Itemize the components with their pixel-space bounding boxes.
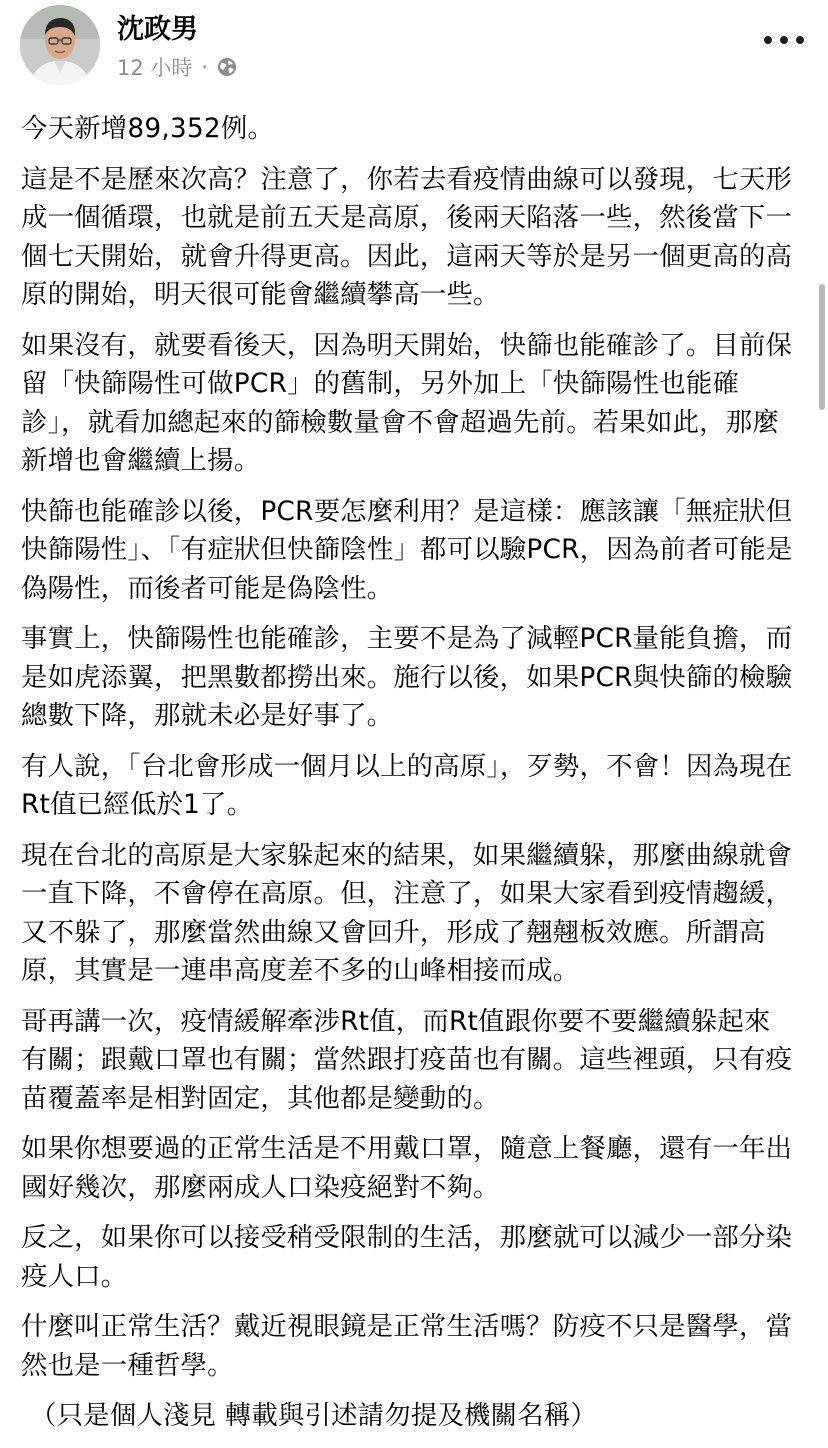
post-paragraph: 如果沒有，就要看後天，因為明天開始，快篩也能確診了。目前保留「快篩陽性可做PCR」的舊制，另外加上「快篩陽性也能確診」，就看加總起來的篩檢數量會不會超過先前。若果如此，那麼新增也會繼續上揚。 — [21, 329, 793, 476]
more-horizontal-icon — [764, 36, 772, 44]
post-paragraph: 現在台北的高原是大家躲起來的結果，如果繼續躲，那麼曲線就會一直下降，不會停在高原。但，注意了，如果大家看到疫情趨緩，又不躲了，那麼當然曲線又會回升，形成了翹翹板效應。所謂高原，其實是一連串高度差不多的山峰相接而成。 — [21, 839, 793, 986]
post-header — [0, 0, 828, 100]
post-paragraph: 這是不是歷來次高？注意了，你若去看疫情曲線可以發現，七天形成一個循環，也就是前五天是高原，後兩天陷落一些，然後當下一個七天開始，就會升得更高。因此，這兩天等於是另一個更高的高原的開始，明天很可能會繼續攀高一些。 — [21, 163, 793, 310]
post-meta — [117, 52, 237, 82]
more-dot — [796, 36, 804, 44]
more-options-button[interactable] — [764, 26, 804, 54]
scrollbar[interactable] — [819, 284, 825, 410]
meta-separator: · — [201, 55, 209, 79]
avatar-photo — [20, 5, 100, 85]
post-paragraph: 事實上，快篩陽性也能確診，主要不是為了減輕PCR量能負擔，而是如虎添翼，把黑數都撈出來。施行以後，如果PCR與快篩的檢驗總數下降，那就未必是好事了。 — [21, 623, 793, 731]
post-paragraph: 如果你想要過的正常生活是不用戴口罩，隨意上餐廳，還有一年出國好幾次，那麼兩成人口染疫絕對不夠。 — [21, 1133, 793, 1203]
post-paragraph: 快篩也能確診以後，PCR要怎麼利用？是這樣：應該讓「無症狀但快篩陽性」、「有症狀但快篩陰性」都可以驗PCR，因為前者可能是偽陽性，而後者可能是偽陰性。 — [21, 495, 793, 604]
post-paragraph: 有人說，「台北會形成一個月以上的高原」，歹勢，不會！因為現在Rt值已經低於1了。 — [21, 750, 793, 820]
globe-icon[interactable] — [217, 57, 237, 77]
avatar[interactable] — [20, 5, 100, 85]
post-text — [21, 110, 797, 1448]
post-paragraph: 什麼叫正常生活？戴近視眼鏡是正常生活嗎？防疫不只是醫學，當然也是一種哲學。 — [21, 1311, 793, 1381]
post-disclaimer: （只是個人淺見 轉載與引述請勿提及機關名稱） — [30, 1400, 597, 1431]
more-dot — [780, 36, 788, 44]
post-paragraph: 反之，如果你可以接受稍受限制的生活，那麼就可以減少一部分染疫人口。 — [21, 1222, 793, 1292]
post-paragraph: 今天新增89,352例。 — [21, 113, 275, 144]
post-paragraph: 哥再講一次，疫情緩解牽涉Rt值，而Rt值跟你要不要繼續躲起來有關；跟戴口罩也有關；當然跟打疫苗也有關。這些裡頭，只有疫苗覆蓋率是相對固定，其他都是變動的。 — [21, 1005, 793, 1114]
post-timestamp[interactable]: 12 小時 — [117, 56, 193, 80]
author-name[interactable]: 沈政男 — [117, 14, 198, 45]
